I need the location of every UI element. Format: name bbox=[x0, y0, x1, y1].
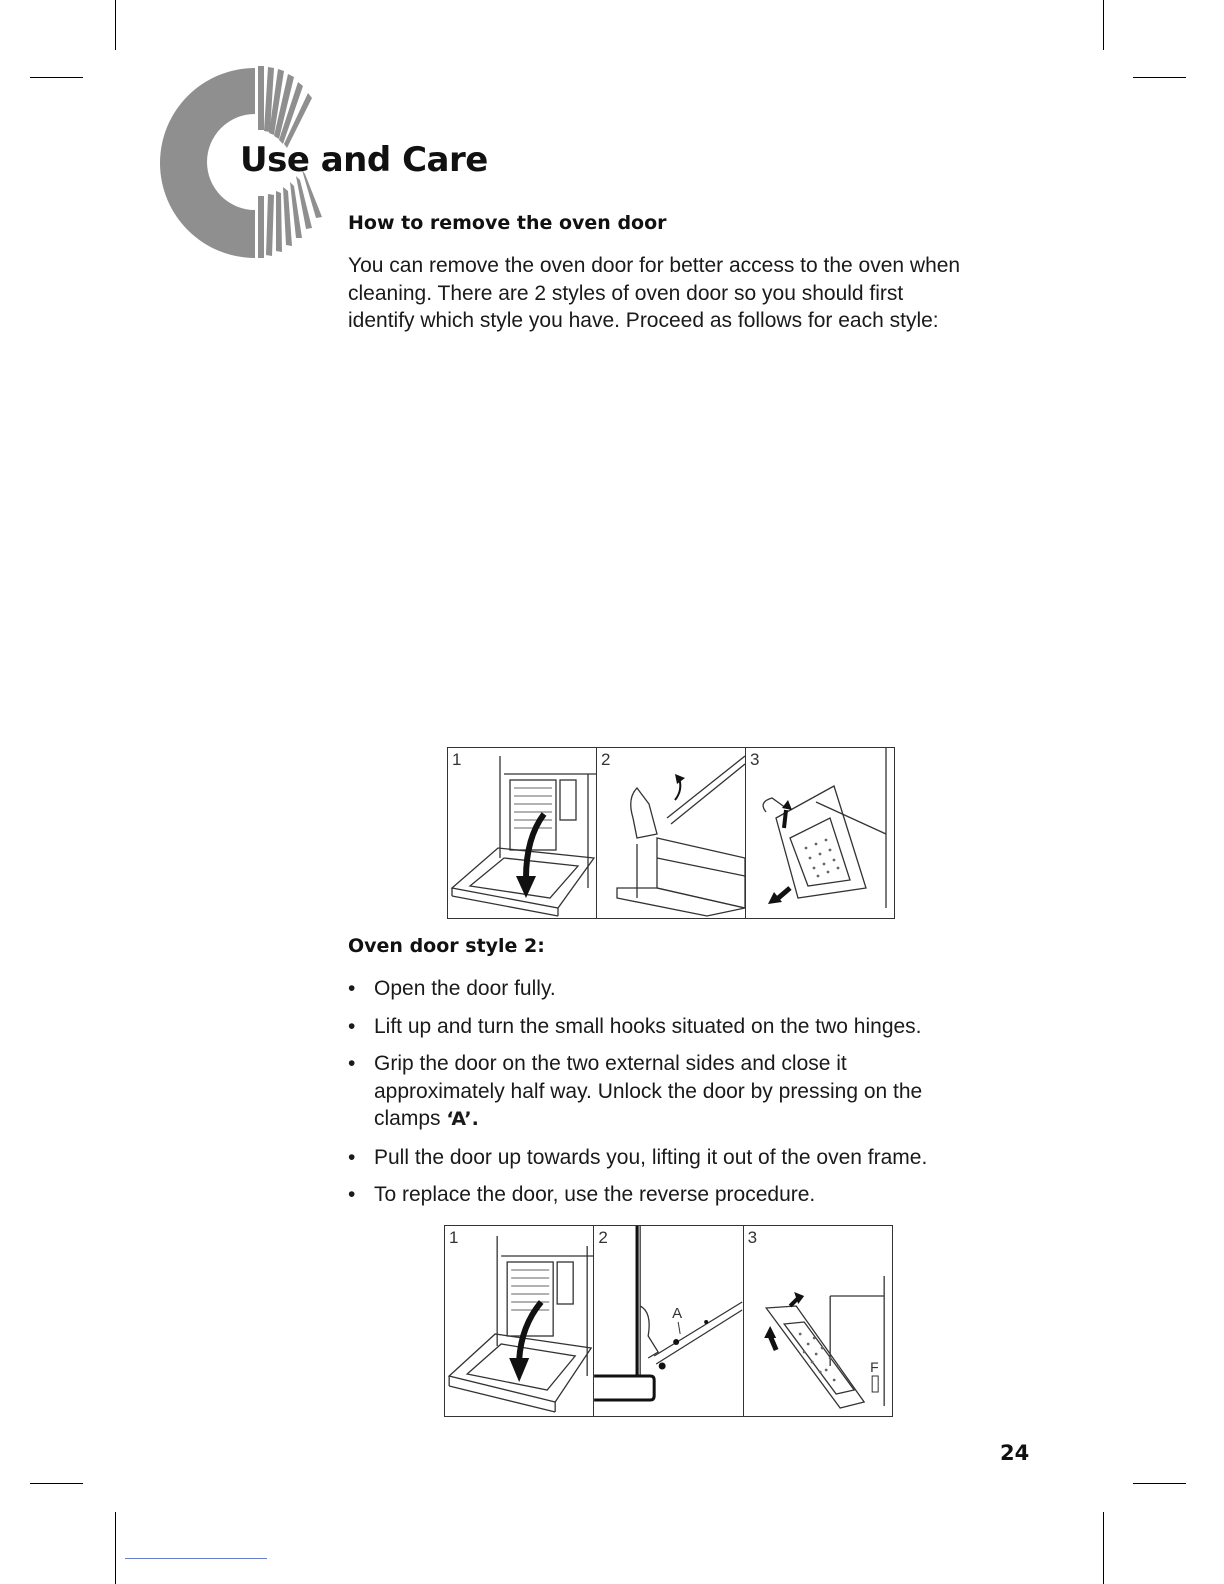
bullet-icon: • bbox=[348, 1145, 356, 1169]
clamp-callout-label: A bbox=[672, 1305, 683, 1322]
figure-panel bbox=[744, 1226, 892, 1416]
intro-line: identify which style you have. Proceed as follows for each style: bbox=[348, 309, 939, 332]
intro-paragraph bbox=[348, 252, 1048, 335]
figure-panel bbox=[597, 748, 746, 918]
list-item: • Lift up and turn the small hooks situated on the two hinges. bbox=[348, 1013, 1028, 1041]
list-item: • Open the door fully. bbox=[348, 975, 1028, 1003]
bullet-icon: • bbox=[348, 1014, 356, 1038]
bullet-icon: • bbox=[348, 1052, 356, 1075]
panel-number: 1 bbox=[449, 1228, 459, 1247]
bullet-icon: • bbox=[348, 977, 356, 1000]
clamp-unlock-illustration-icon bbox=[594, 1226, 742, 1416]
figure-panel bbox=[594, 1226, 743, 1416]
door-removal-figure-style-1 bbox=[447, 747, 895, 919]
panel-number: 2 bbox=[598, 1228, 608, 1247]
crop-mark-bottom-right-vertical bbox=[1103, 1512, 1104, 1584]
crop-mark-top-right-vertical bbox=[1103, 0, 1104, 50]
list-item: • To replace the door, use the reverse procedure. bbox=[348, 1181, 1028, 1209]
frame-callout-label: F bbox=[869, 1359, 879, 1375]
oven-open-door-illustration-icon bbox=[445, 1226, 593, 1416]
panel-number: 3 bbox=[747, 1228, 758, 1247]
clamp-label-emphasis: ‘A’. bbox=[446, 1108, 479, 1130]
panel-number: 3 bbox=[750, 750, 760, 769]
crop-mark-top-left-vertical bbox=[115, 0, 116, 50]
crop-mark-bottom-left-horizontal bbox=[30, 1483, 83, 1484]
door-removal-figure-style-2 bbox=[444, 1225, 893, 1417]
hinge-hook-illustration-icon bbox=[597, 748, 745, 918]
footer-rule bbox=[125, 1558, 267, 1559]
crop-mark-bottom-left-vertical bbox=[115, 1512, 116, 1584]
figure-panel bbox=[448, 748, 597, 918]
page-title: Use and Care bbox=[240, 140, 488, 180]
oven-open-door-illustration-icon bbox=[448, 748, 596, 918]
intro-line: You can remove the oven door for better access to the oven when bbox=[348, 254, 961, 277]
crop-mark-bottom-right-horizontal bbox=[1133, 1483, 1186, 1484]
figure-panel bbox=[445, 1226, 594, 1416]
crop-mark-top-right-horizontal bbox=[1133, 77, 1186, 78]
intro-line: cleaning. There are 2 styles of oven door so you should first bbox=[348, 281, 904, 305]
list-item: • Pull the door up towards you, lifting it out of the oven frame. bbox=[348, 1144, 1028, 1172]
door-lift-out-illustration-icon bbox=[746, 748, 894, 918]
figure-panel bbox=[746, 748, 894, 918]
panel-number: 1 bbox=[452, 750, 462, 769]
list-item: • Grip the door on the two external sides and close it approximately half way. Unlock the door by pressing on the clamps ‘A’. bbox=[348, 1052, 923, 1130]
style-2-heading: Oven door style 2: bbox=[348, 935, 545, 957]
style-2-steps-list bbox=[348, 975, 1028, 1219]
page-number: 24 bbox=[1000, 1441, 1030, 1465]
bullet-icon: • bbox=[348, 1183, 356, 1206]
panel-number: 2 bbox=[601, 750, 611, 769]
door-lift-out-illustration-icon bbox=[744, 1226, 892, 1416]
section-heading: How to remove the oven door bbox=[348, 212, 667, 234]
crop-mark-top-left-horizontal bbox=[30, 77, 83, 78]
